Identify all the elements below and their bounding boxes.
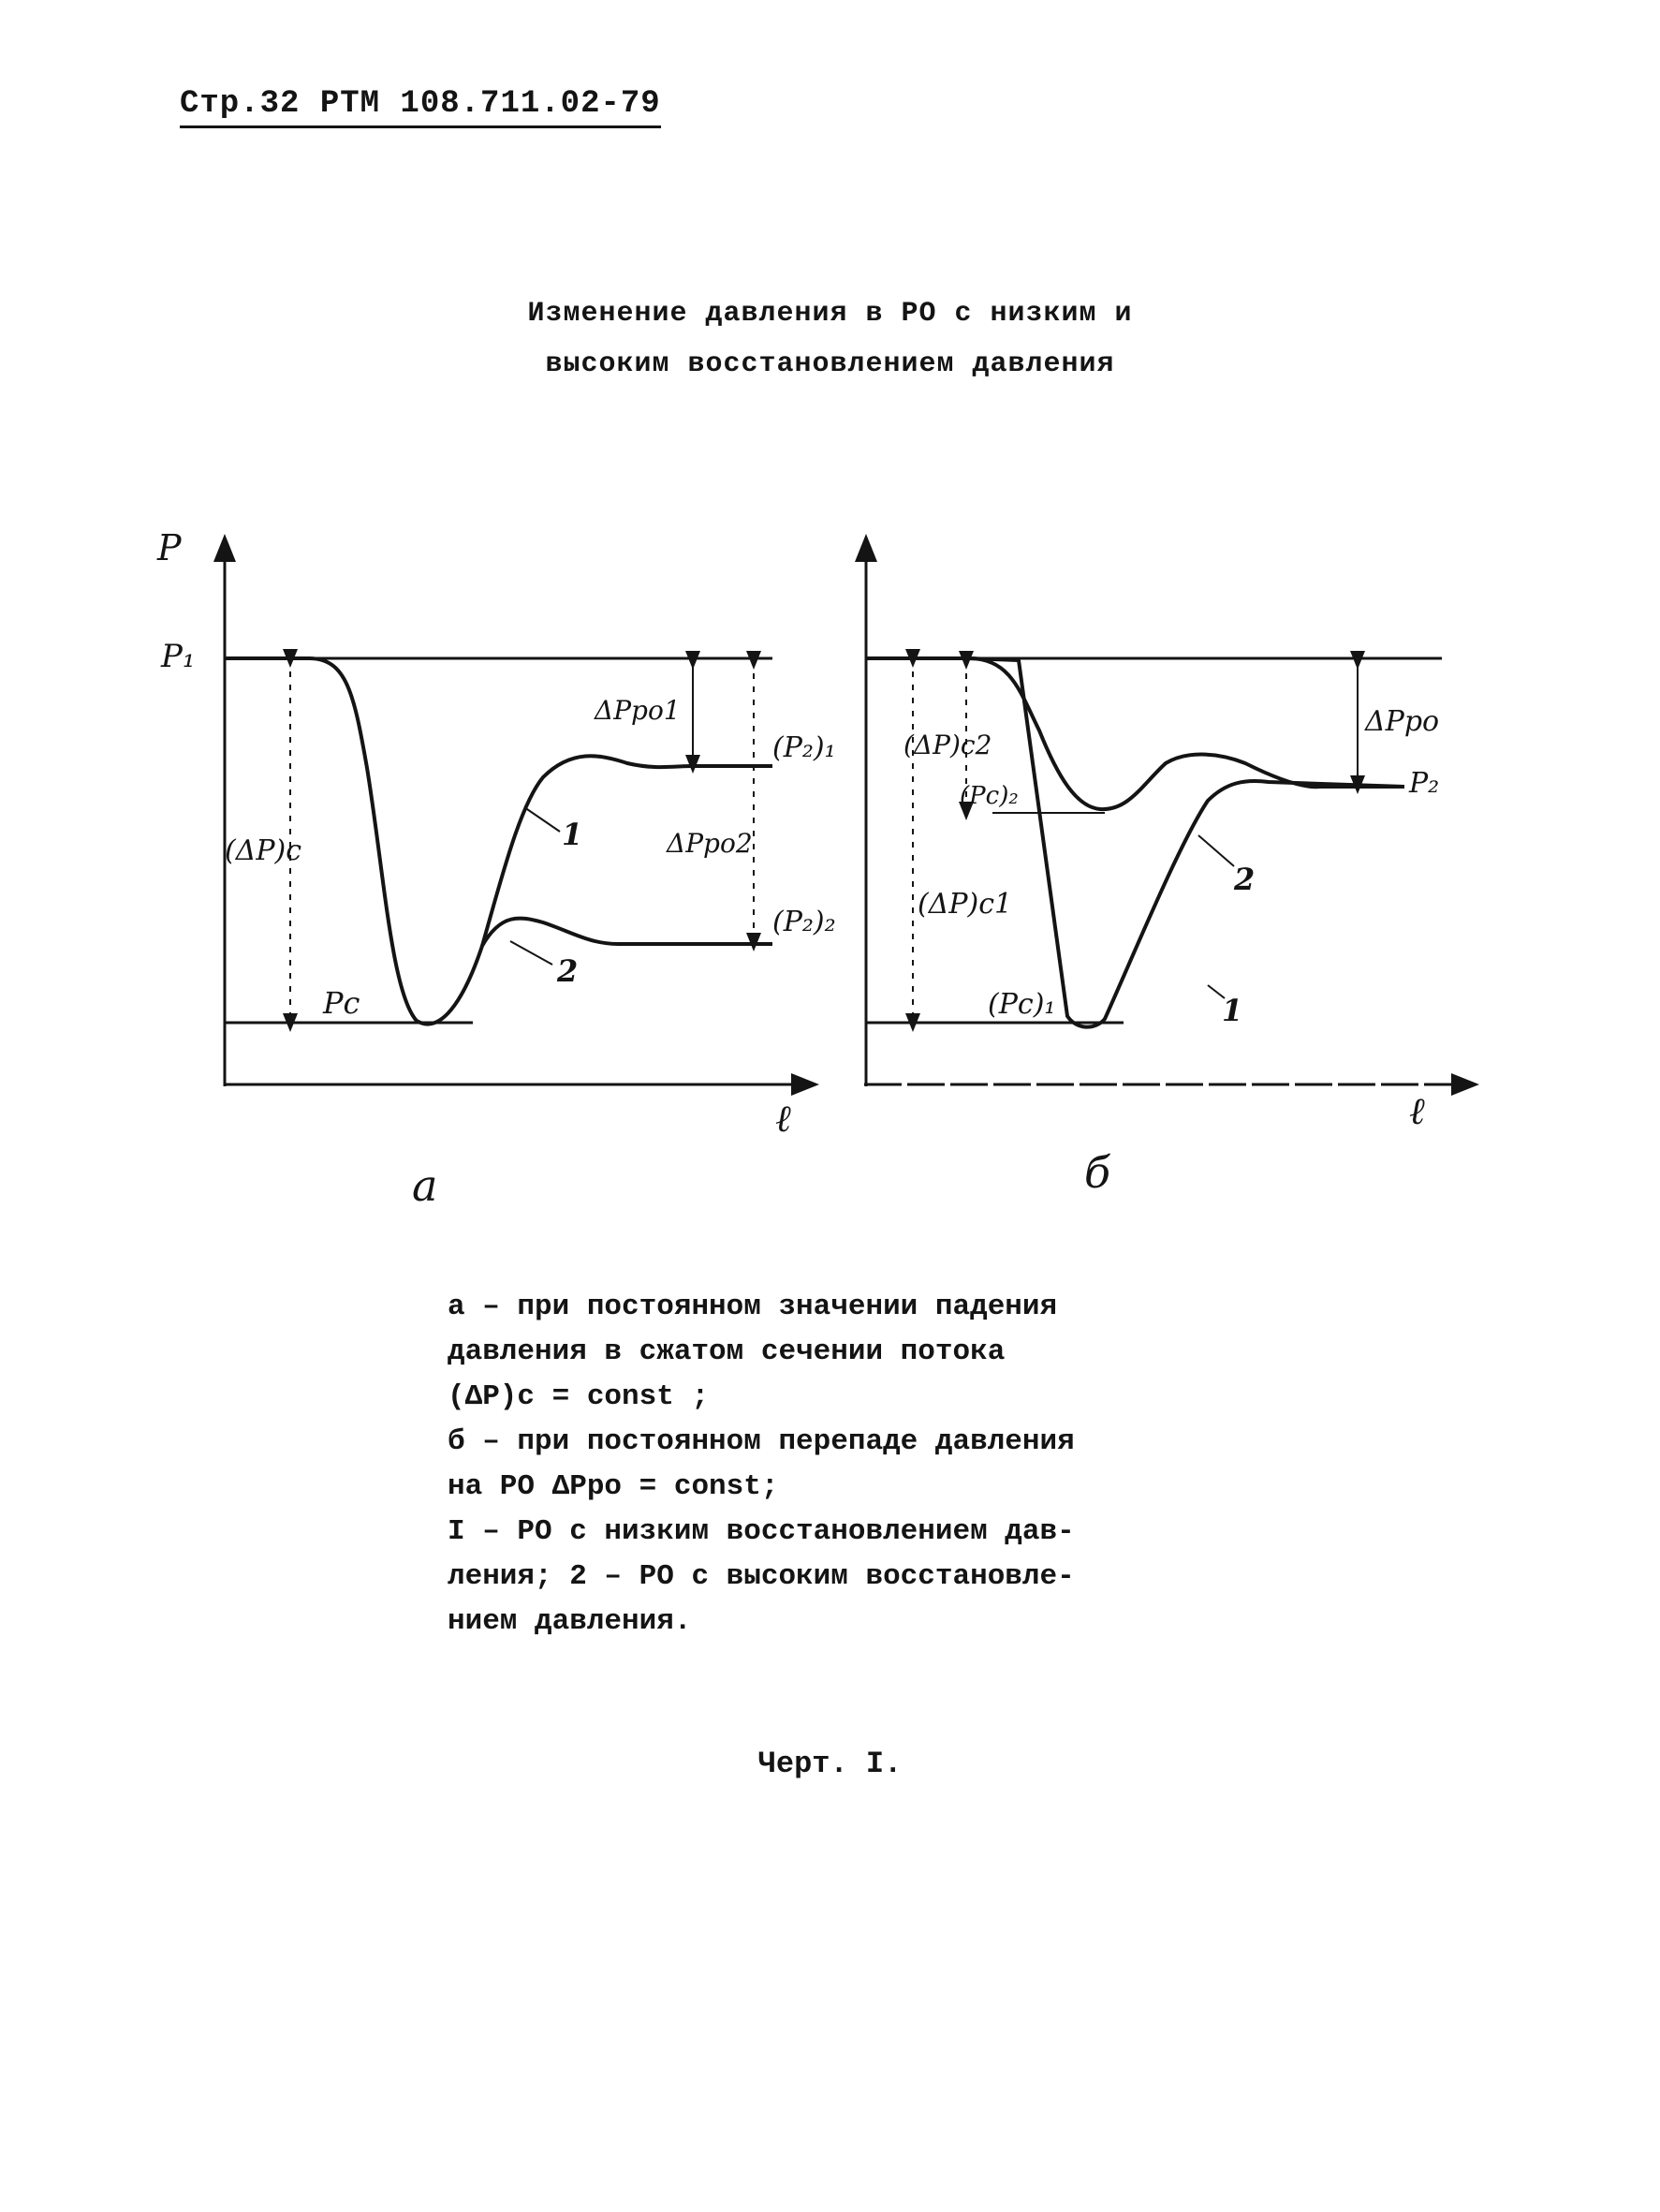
curve-2-leader — [1198, 835, 1234, 866]
figure-caption — [448, 1285, 1178, 1644]
caption-line: а – при постоянном значении падения — [448, 1290, 1058, 1323]
caption-line: давления в сжатом сечении потока — [448, 1335, 1006, 1368]
pc-label: Pc — [323, 985, 360, 1021]
curve-2-label: 2 — [557, 953, 579, 989]
caption-line: I – РО с низким восстановлением дав- — [448, 1515, 1075, 1548]
delta-pc-label: (ΔP)c — [225, 834, 302, 867]
curve-1-leader — [524, 807, 560, 832]
curve-1-label: 1 — [562, 817, 583, 852]
pc1-label: (Pc)₁ — [988, 988, 1056, 1021]
y-axis-label: P — [157, 527, 182, 568]
delta-pro1-label: ΔPро1 — [595, 695, 681, 726]
caption-line: б – при постоянном перепаде давления — [448, 1425, 1075, 1458]
diagram-a — [156, 527, 836, 1211]
curve-1-label: 1 — [1222, 993, 1243, 1028]
page-header: Стр.32 РТМ 108.711.02-79 — [180, 86, 661, 128]
panel-label-a: a — [412, 1160, 438, 1211]
x-axis-label: ℓ — [1409, 1090, 1425, 1133]
delta-pc1-label: (ΔP)c1 — [918, 888, 1013, 921]
curve-1 — [969, 658, 1404, 1027]
caption-line: ления; 2 – РО с высоким восстановле- — [448, 1560, 1075, 1593]
pc2-label: (Pc)₂ — [960, 782, 1019, 810]
figure-number: Черт. I. — [757, 1747, 903, 1781]
delta-pro2-label: ΔPро2 — [667, 828, 753, 859]
figure-title-line-1: Изменение давления в РО с низким и — [527, 298, 1133, 330]
p1-label: P₁ — [161, 638, 196, 675]
delta-pro-label: ΔPро — [1365, 705, 1440, 738]
curve-2-leader — [510, 941, 552, 965]
delta-pc2-label: (ΔP)c2 — [903, 730, 992, 760]
caption-line: нием давления. — [448, 1605, 692, 1638]
curve-2-label: 2 — [1234, 862, 1256, 897]
figure-title-line-2: высоким восстановлением давления — [545, 348, 1115, 380]
caption-line: (ΔP)c = const ; — [448, 1380, 710, 1413]
p2-2-label: (P₂)₂ — [772, 906, 836, 938]
p2-1-label: (P₂)₁ — [772, 731, 836, 764]
x-axis-label: ℓ — [775, 1098, 791, 1141]
p2-label: P₂ — [1409, 767, 1440, 800]
panel-label-b: б — [1084, 1147, 1111, 1198]
caption-line: на РО ΔPро = const; — [448, 1470, 779, 1503]
diagram-b — [864, 548, 1465, 1198]
